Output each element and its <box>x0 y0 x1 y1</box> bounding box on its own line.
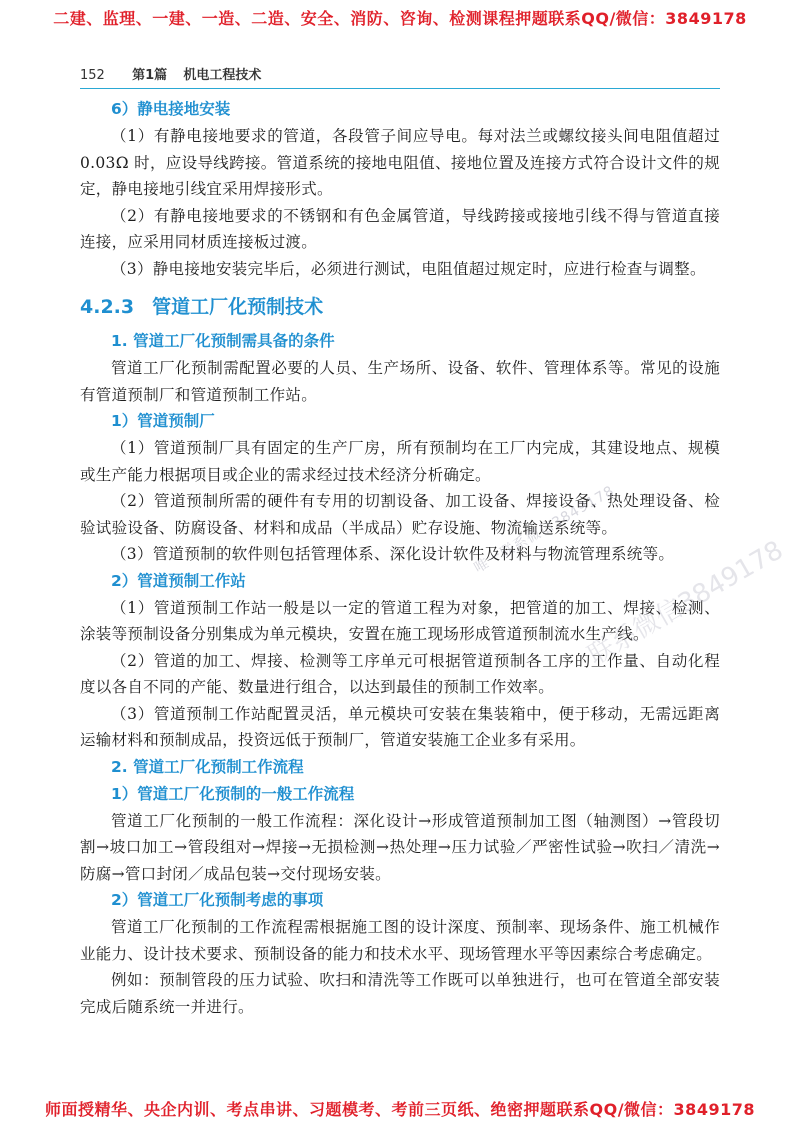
section-title: 管道工厂化预制技术 <box>152 296 324 318</box>
subsection-heading: 2）管道工厂化预制考虑的事项 <box>111 891 324 909</box>
subsection-heading: 6）静电接地安装 <box>111 100 231 118</box>
paragraph: （1）管道预制厂具有固定的生产厂房，所有预制均在工厂内完成，其建设地点、规模或生产能力根据项目或企业的需求经过技术经济分析确定。 <box>80 439 720 484</box>
subsection-heading: 2）管道预制工作站 <box>111 571 246 590</box>
page-number: 152 <box>80 68 105 83</box>
paragraph: （1）有静电接地要求的管道，各段管子间应导电。每对法兰或螺纹接头间电阻值超过 0.03Ω 时，应设导线跨接。管道系统的接地电阻值、接地位置及连接方式符合设计文件的规定，静电接地引线宜采用焊接形式。 <box>80 127 720 198</box>
watermark-large: 联系微信3849178 <box>583 535 789 672</box>
top-promo-banner: 二建、监理、一建、一造、二造、安全、消防、咨询、检测课程押题联系QQ/微信：3849178 <box>53 9 747 28</box>
section-number: 4.2.3 <box>80 296 135 318</box>
running-header <box>80 64 720 86</box>
page-body <box>80 96 720 1020</box>
header-rule <box>80 88 720 89</box>
bottom-promo-banner: 师面授精华、央企内训、考点串讲、习题模考、考前三页纸、绝密押题联系QQ/微信：3849178 <box>45 1100 755 1119</box>
subsection-heading: 1. 管道工厂化预制需具备的条件 <box>111 332 335 350</box>
paragraph: 管道工厂化预制需配置必要的人员、生产场所、设备、软件、管理体系等。常见的设施有管道预制厂和管道预制工作站。 <box>80 359 720 404</box>
paragraph: （2）管道的加工、焊接、检测等工序单元可根据管道预制各工序的工作量、自动化程度以各自不同的产能、数量进行组合，以达到最佳的预制工作效率。 <box>80 651 720 696</box>
subsection-heading: 2. 管道工厂化预制工作流程 <box>111 757 304 776</box>
paragraph: （3）静电接地安装完毕后，必须进行测试，电阻值超过规定时，应进行检查与调整。 <box>111 259 706 278</box>
paragraph: 管道工厂化预制的一般工作流程：深化设计→形成管道预制加工图（轴测图）→管段切割→坡口加工→管段组对→焊接→无损检测→热处理→压力试验／严密性试验→吹扫／清洗→防腐→管口封闭／成品包装→交付现场安装。 <box>80 811 720 883</box>
paragraph: （2）管道预制所需的硬件有专用的切割设备、加工设备、焊接设备、热处理设备、检验试验设备、防腐设备、材料和成品（半成品）贮存设施、物流输送系统等。 <box>80 492 720 537</box>
paragraph: （2）有静电接地要求的不锈钢和有色金属管道，导线跨接或接地引线不得与管道直接连接，应采用同材质连接板过渡。 <box>80 206 720 251</box>
paragraph: （3）管道预制的软件则包括管理体系、深化设计软件及材料与物流管理系统等。 <box>111 545 675 563</box>
part-title: 机电工程技术 <box>183 68 262 83</box>
watermark-small: 唯一联系微信3849178 <box>471 482 618 577</box>
paragraph: （3）管道预制工作站配置灵活，单元模块可安装在集装箱中，便于移动，无需远距离运输材料和预制成品，投资远低于预制厂，管道安装施工企业多有采用。 <box>80 704 720 749</box>
part-label: 第1篇 <box>132 68 168 83</box>
paragraph: 例如：预制管段的压力试验、吹扫和清洗等工作既可以单独进行，也可在管道全部安装完成后随系统一并进行。 <box>80 971 720 1016</box>
subsection-heading: 1）管道预制厂 <box>111 412 215 430</box>
section-heading <box>80 292 720 322</box>
subsection-heading: 1）管道工厂化预制的一般工作流程 <box>111 784 355 803</box>
paragraph: （1）管道预制工作站一般是以一定的管道工程为对象，把管道的加工、焊接、检测、涂装等预制设备分别集成为单元模块，安置在施工现场形成管道预制流水生产线。 <box>80 598 720 643</box>
paragraph: 管道工厂化预制的工作流程需根据施工图的设计深度、预制率、现场条件、施工机械作业能力、设计技术要求、预制设备的能力和技术水平、现场管理水平等因素综合考虑确定。 <box>80 918 720 963</box>
